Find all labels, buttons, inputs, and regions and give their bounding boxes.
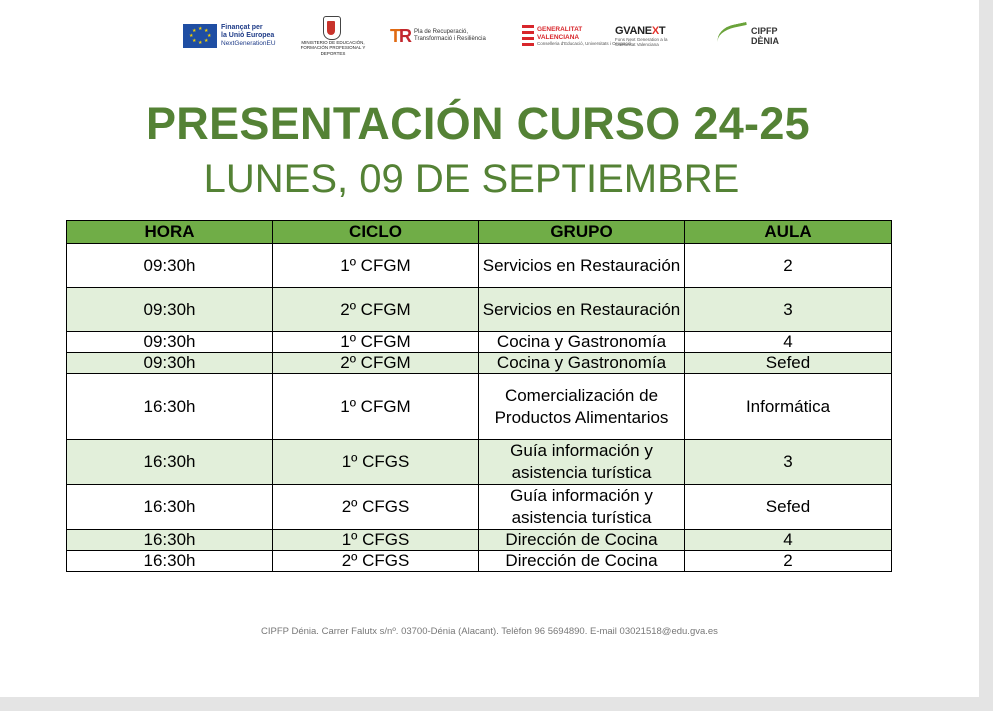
gv-sub: Conselleria d'Educació, Universitats i Ocupació bbox=[537, 41, 632, 46]
cell-ciclo: 2º CFGM bbox=[273, 353, 479, 374]
cell-ciclo: 2º CFGS bbox=[273, 551, 479, 572]
cell-grupo: Guía información y asistencia turística bbox=[479, 440, 685, 485]
table-row bbox=[67, 244, 892, 288]
schedule-table bbox=[66, 220, 892, 572]
eu-funding-logo bbox=[183, 16, 276, 56]
cell-grupo: Cocina y Gastronomía bbox=[479, 332, 685, 353]
cell-aula: 2 bbox=[685, 244, 892, 288]
header-grupo: GRUPO bbox=[479, 221, 685, 244]
cell-grupo: Guía información y asistencia turística bbox=[479, 485, 685, 530]
gvanext-a: GVANE bbox=[615, 25, 652, 37]
eu-line3: NextGenerationEU bbox=[221, 40, 276, 47]
logo-strip bbox=[0, 16, 979, 56]
cell-grupo: Dirección de Cocina bbox=[479, 530, 685, 551]
table-row bbox=[67, 530, 892, 551]
ministry-logo bbox=[292, 16, 372, 56]
cell-grupo: Comercialización de Productos Alimentarios bbox=[479, 374, 685, 440]
gvanext-b: X bbox=[651, 25, 659, 37]
page-edge-bottom bbox=[0, 697, 993, 711]
cipfp-denia-logo bbox=[717, 16, 779, 56]
gvanext-c: T bbox=[658, 25, 666, 37]
cell-aula: Sefed bbox=[685, 353, 892, 374]
table-row bbox=[67, 288, 892, 332]
cell-aula: 3 bbox=[685, 440, 892, 485]
cell-ciclo: 1º CFGM bbox=[273, 332, 479, 353]
generalitat-bars-icon bbox=[522, 23, 534, 49]
cell-grupo: Cocina y Gastronomía bbox=[479, 353, 685, 374]
eu-flag-icon: ★ ★ ★ ★ ★ ★ ★ ★ bbox=[183, 24, 217, 48]
cell-aula: 3 bbox=[685, 288, 892, 332]
page-subtitle: LUNES, 09 DE SEPTIEMBRE bbox=[203, 157, 740, 201]
cell-hora: 09:30h bbox=[67, 244, 273, 288]
table-row bbox=[67, 353, 892, 374]
table-row bbox=[67, 332, 892, 353]
cipfp-line2: DÈNIA bbox=[751, 36, 780, 46]
recovery-mark-icon: TR bbox=[390, 25, 410, 46]
recovery-line2: Transformació i Resiliència bbox=[414, 36, 486, 42]
cell-hora: 16:30h bbox=[67, 374, 273, 440]
eu-line1: Finançat per bbox=[221, 24, 263, 31]
eu-line2: la Unió Europea bbox=[221, 32, 275, 39]
cell-hora: 09:30h bbox=[67, 353, 273, 374]
recovery-plan-logo bbox=[390, 16, 486, 56]
table-row bbox=[67, 374, 892, 440]
header-hora: HORA bbox=[67, 221, 273, 244]
cell-aula: Sefed bbox=[685, 485, 892, 530]
table-row bbox=[67, 485, 892, 530]
leaf-icon bbox=[715, 21, 751, 50]
cell-hora: 09:30h bbox=[67, 288, 273, 332]
gvanext-sub: Fons Next Generation a la Comunitat Valenciana bbox=[615, 37, 668, 47]
cell-hora: 16:30h bbox=[67, 530, 273, 551]
ministry-text: MINISTERIO DE EDUCACIÓN, FORMACIÓN PROFESIONAL Y DEPORTES bbox=[300, 39, 366, 56]
gv-line2: VALENCIANA bbox=[537, 33, 580, 41]
cell-hora: 16:30h bbox=[67, 440, 273, 485]
cell-ciclo: 1º CFGM bbox=[273, 374, 479, 440]
cell-aula: Informática bbox=[685, 374, 892, 440]
footer-contact: CIPFP Dénia. Carrer Falutx s/nº. 03700-Dénia (Alacant). Telèfon 96 5694890. E-mail 03021518@edu.gva.es bbox=[261, 626, 718, 637]
cell-hora: 09:30h bbox=[67, 332, 273, 353]
cell-aula: 4 bbox=[685, 530, 892, 551]
cell-ciclo: 1º CFGS bbox=[273, 440, 479, 485]
cell-ciclo: 1º CFGS bbox=[273, 530, 479, 551]
table-row bbox=[67, 551, 892, 572]
cell-aula: 2 bbox=[685, 551, 892, 572]
table-row bbox=[67, 440, 892, 485]
cell-ciclo: 2º CFGM bbox=[273, 288, 479, 332]
header-ciclo: CICLO bbox=[273, 221, 479, 244]
page-edge-right bbox=[979, 0, 993, 711]
gv-line1: GENERALITAT bbox=[537, 26, 583, 33]
cell-grupo: Servicios en Restauración bbox=[479, 244, 685, 288]
spain-crest-icon bbox=[323, 16, 341, 40]
cell-ciclo: 1º CFGM bbox=[273, 244, 479, 288]
cell-ciclo: 2º CFGS bbox=[273, 485, 479, 530]
cell-grupo: Servicios en Restauración bbox=[479, 288, 685, 332]
recovery-line1: Pla de Recuperació, bbox=[414, 28, 469, 35]
gvanext-logo bbox=[615, 16, 685, 56]
cell-hora: 16:30h bbox=[67, 551, 273, 572]
cell-hora: 16:30h bbox=[67, 485, 273, 530]
cipfp-line1: CIPFP bbox=[751, 26, 778, 36]
cell-aula: 4 bbox=[685, 332, 892, 353]
table-header-row bbox=[67, 221, 892, 244]
page-title: PRESENTACIÓN CURSO 24-25 bbox=[145, 98, 810, 149]
cell-grupo: Dirección de Cocina bbox=[479, 551, 685, 572]
header-aula: AULA bbox=[685, 221, 892, 244]
